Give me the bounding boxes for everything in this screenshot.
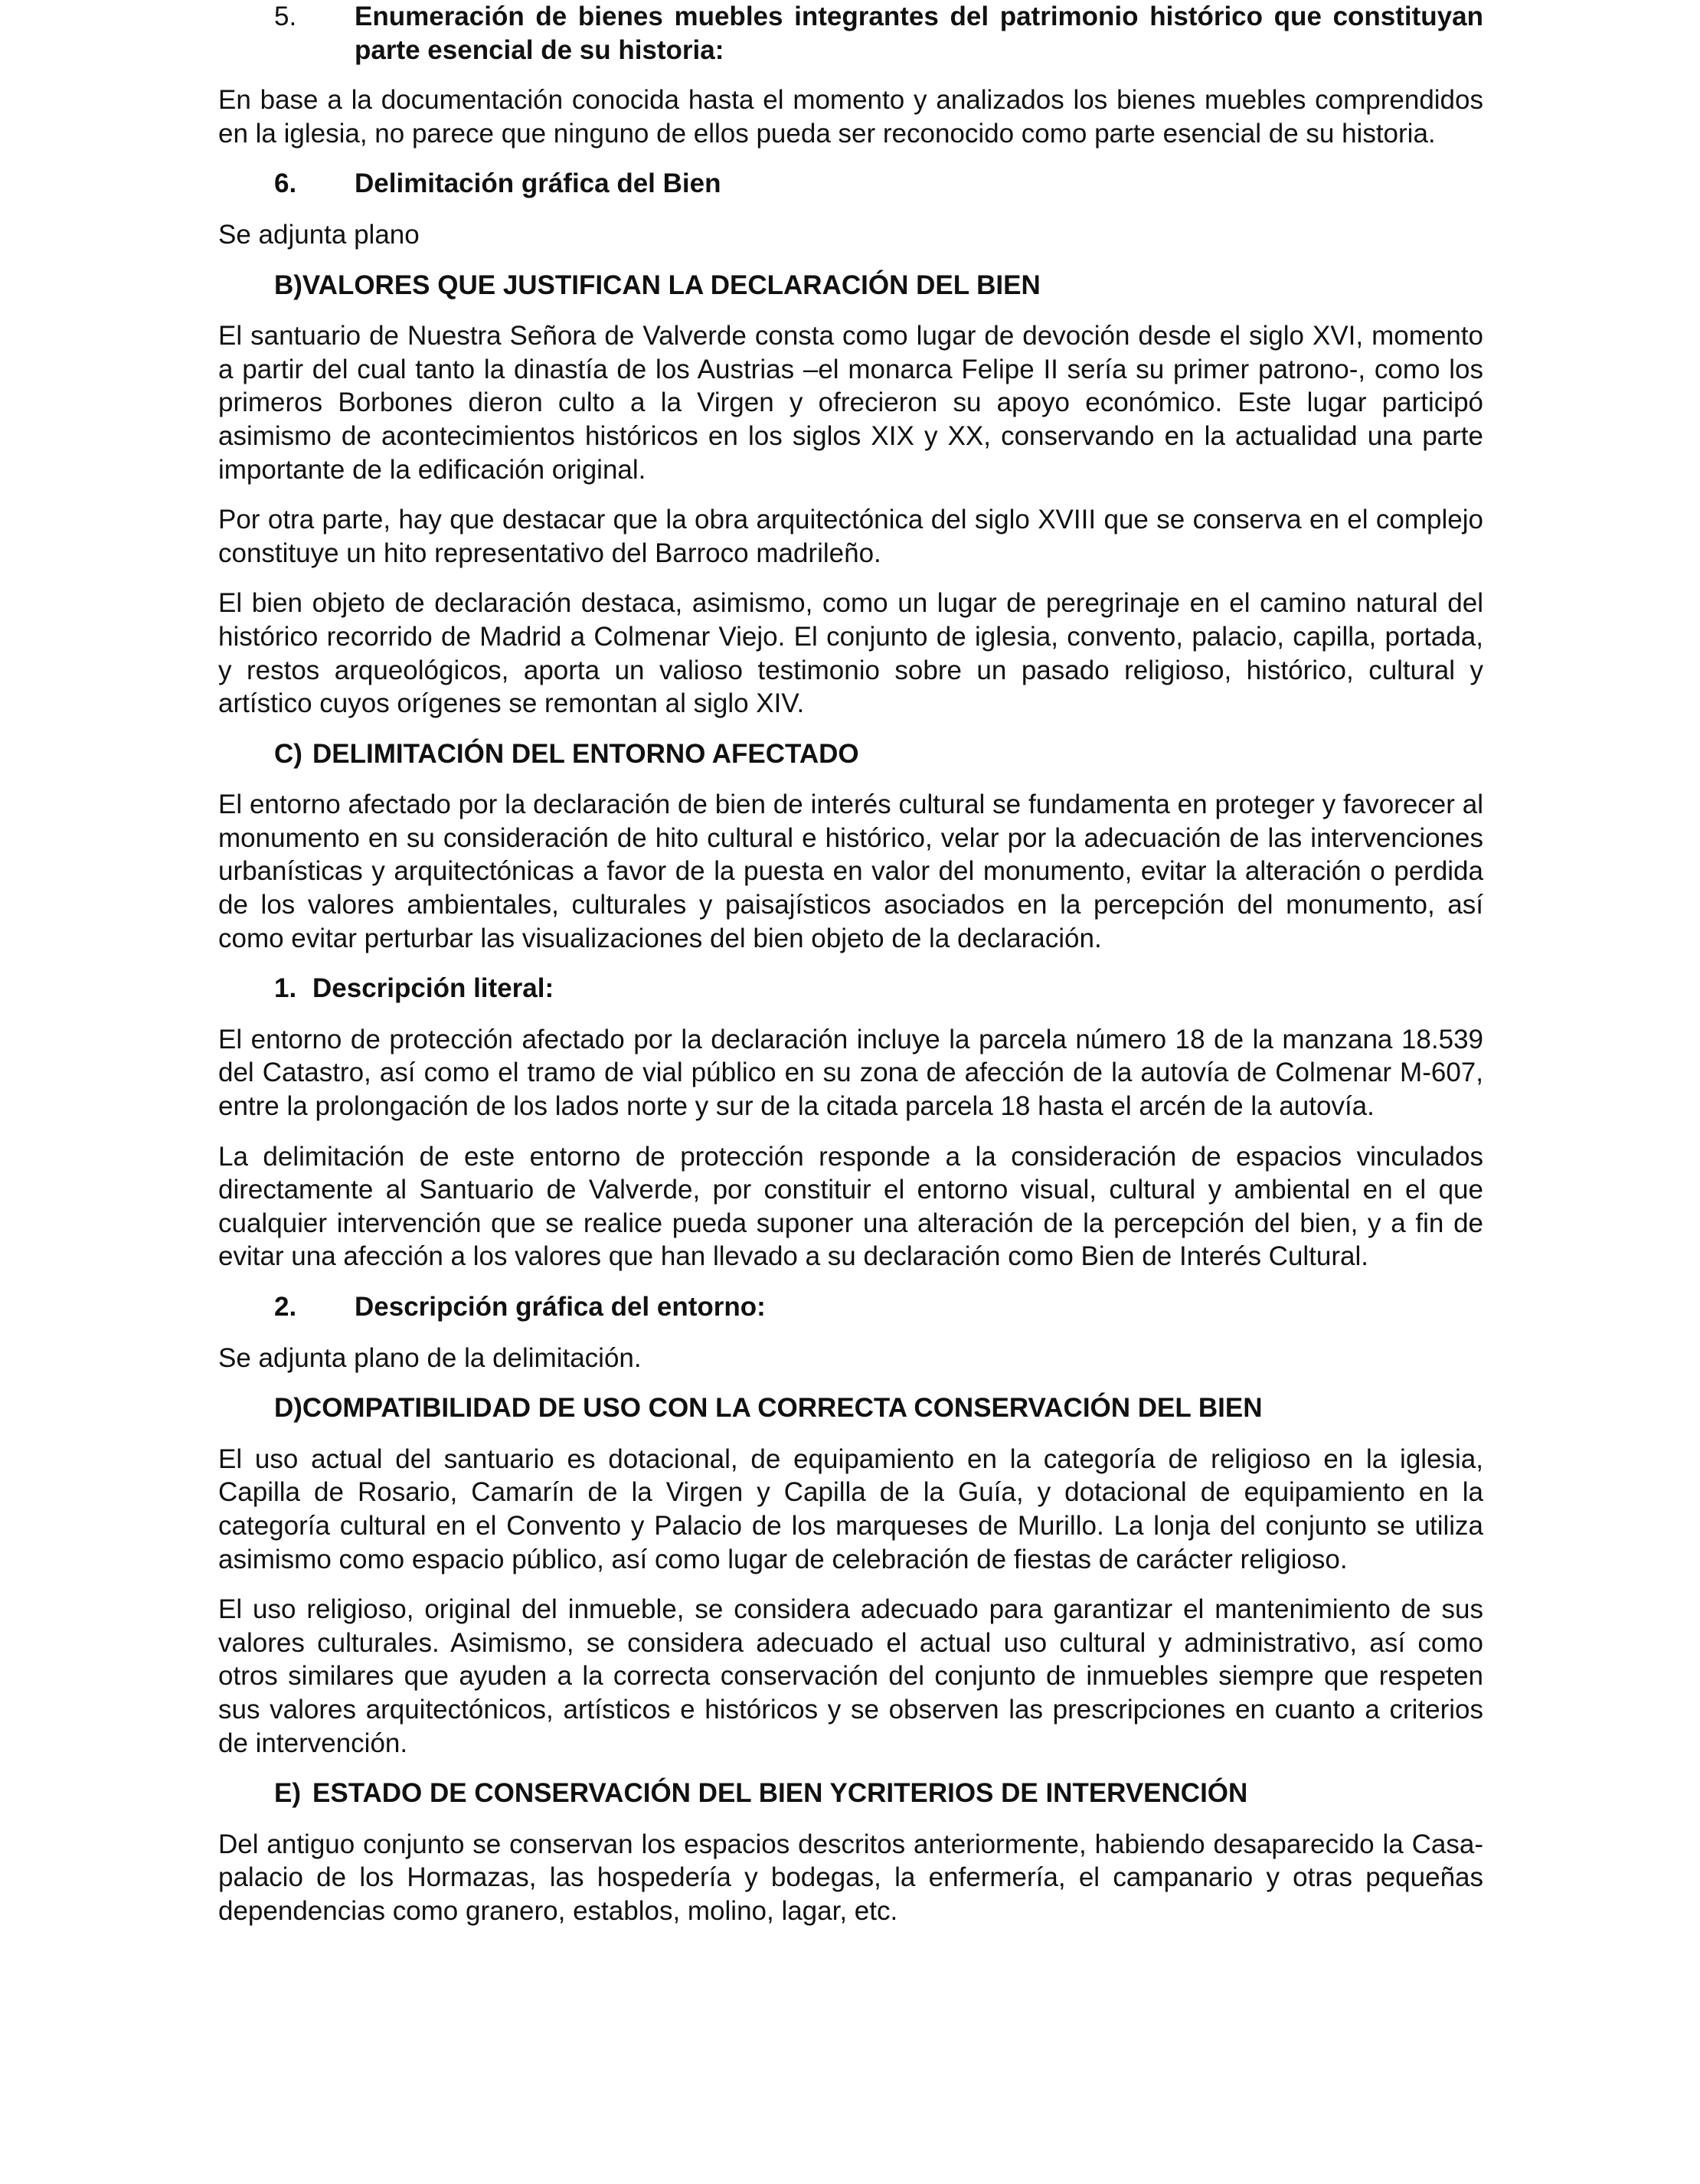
paragraph: La delimitación de este entorno de protección responde a la consideración de espacios vinculados directamente al Santuario de Valverde, por constituir el entorno visual, cultural y ambiental en el que cualquier intervención que se realice pueda suponer una alteración de la percepción del bien, y a fin de evitar una afección a los valores que han llevado a su declaración como Bien de Interés Cultural. [218,1141,1483,1272]
paragraph: El bien objeto de declaración destaca, asimismo, como un lugar de peregrinaje en el camino natural del histórico recorrido de Madrid a Colmenar Viejo. El conjunto de iglesia, convento, palacio, capilla, portada, y restos arqueológicos, aporta un valioso testimonio sobre un pasado religioso, histórico, cultural y artístico cuyos orígenes se remontan al siglo XIV. [218,588,1483,719]
heading-text: Descripción literal: [312,973,554,1004]
paragraph: El entorno de protección afectado por la declaración incluye la parcela número 18 de la manzana 18.539 del Catastro, así como el tramo de vial público en su zona de afección de la autovía de Colmenar M-607, entre la prolongación de los lados norte y sur de la citada parcela 18 hasta el arcén de la autovía. [218,1024,1483,1122]
heading-2 [218,1290,1483,1324]
paragraph: El uso religioso, original del inmueble, se considera adecuado para garantizar el mantenimiento de sus valores culturales. Asimismo, se considera adecuado el actual uso cultural y administrativo, así como otros similares que ayuden a la correcta conservación del conjunto de inmuebles siempre que respeten sus valores arquitectónicos, artísticos e históricos y se observen las prescripciones en cuanto a criterios de intervención. [218,1594,1483,1758]
heading-number: 1. [274,973,297,1004]
paragraph: Se adjunta plano de la delimitación. [218,1342,642,1373]
document-page [218,0,1483,1945]
heading-5 [218,0,1483,67]
heading-number: 6. [274,168,297,199]
heading-1 [218,972,1483,1005]
paragraph: El entorno afectado por la declaración de bien de interés cultural se fundamenta en proteger y favorecer al monumento en su consideración de hito cultural e histórico, velar por la adecuación de las intervenciones urbanísticas y arquitectónicas a favor de la puesta en valor del monumento, evitar la alteración o perdida de los valores ambientales, culturales y paisajísticos asociados en la percepción del monumento, así como evitar perturbar las visualizaciones del bien objeto de la declaración. [218,790,1483,953]
heading-number: 5. [274,2,297,31]
heading-text: ESTADO DE CONSERVACIÓN DEL BIEN YCRITERIOS DE INTERVENCIÓN [312,1778,1248,1809]
heading-text: Enumeración de bienes muebles integrantes del patrimonio histórico que constituyan parte esencial de su historia: [355,2,1483,65]
paragraph: El santuario de Nuestra Señora de Valverde consta como lugar de devoción desde el siglo XVI, momento a partir del cual tanto la dinastía de los Austrias –el monarca Felipe II sería su primer patrono-, como los primeros Borbones dieron culto a la Virgen y ofrecieron su apoyo económico. Este lugar participó asimismo de acontecimientos históricos en los siglos XIX y XX, conservando en la actualidad una parte importante de la edificación original. [218,321,1483,485]
heading-text: DELIMITACIÓN DEL ENTORNO AFECTADO [312,738,859,769]
heading-c [218,737,1483,771]
paragraph: Del antiguo conjunto se conservan los espacios descritos anteriormente, habiendo desaparecido la Casa-palacio de los Hormazas, las hospedería y bodegas, la enfermería, el campanario y otras pequeñas dependencias como granero, establos, molino, lagar, etc. [218,1829,1483,1926]
heading-number: C) [274,738,302,769]
heading-number: 2. [274,1292,297,1322]
paragraph: Se adjunta plano [218,219,420,250]
paragraph: En base a la documentación conocida hasta el momento y analizados los bienes muebles comprendidos en la iglesia, no parece que ninguno de ellos pueda ser reconocido como parte esencial de su historia. [218,85,1483,149]
heading-6 [218,167,1483,201]
paragraph: El uso actual del santuario es dotacional, de equipamiento en la categoría de religioso en la iglesia, Capilla de Rosario, Camarín de la Virgen y Capilla de la Guía, y dotacional de equipamiento en la categoría cultural en el Convento y Palacio de los marqueses de Murillo. La lonja del conjunto se utiliza asimismo como espacio público, así como lugar de celebración de fiestas de carácter religioso. [218,1443,1483,1574]
heading-text: Descripción gráfica del entorno: [355,1292,766,1322]
paragraph: Por otra parte, hay que destacar que la obra arquitectónica del siglo XVIII que se conserva en el complejo constituye un hito representativo del Barroco madrileño. [218,505,1483,568]
heading-d: D)COMPATIBILIDAD DE USO CON LA CORRECTA CONSERVACIÓN DEL BIEN [274,1393,1263,1424]
heading-text: Delimitación gráfica del Bien [355,168,721,199]
heading-number: E) [274,1778,301,1809]
heading-b: B)VALORES QUE JUSTIFICAN LA DECLARACIÓN DEL BIEN [274,270,1041,300]
heading-e [218,1777,1483,1810]
